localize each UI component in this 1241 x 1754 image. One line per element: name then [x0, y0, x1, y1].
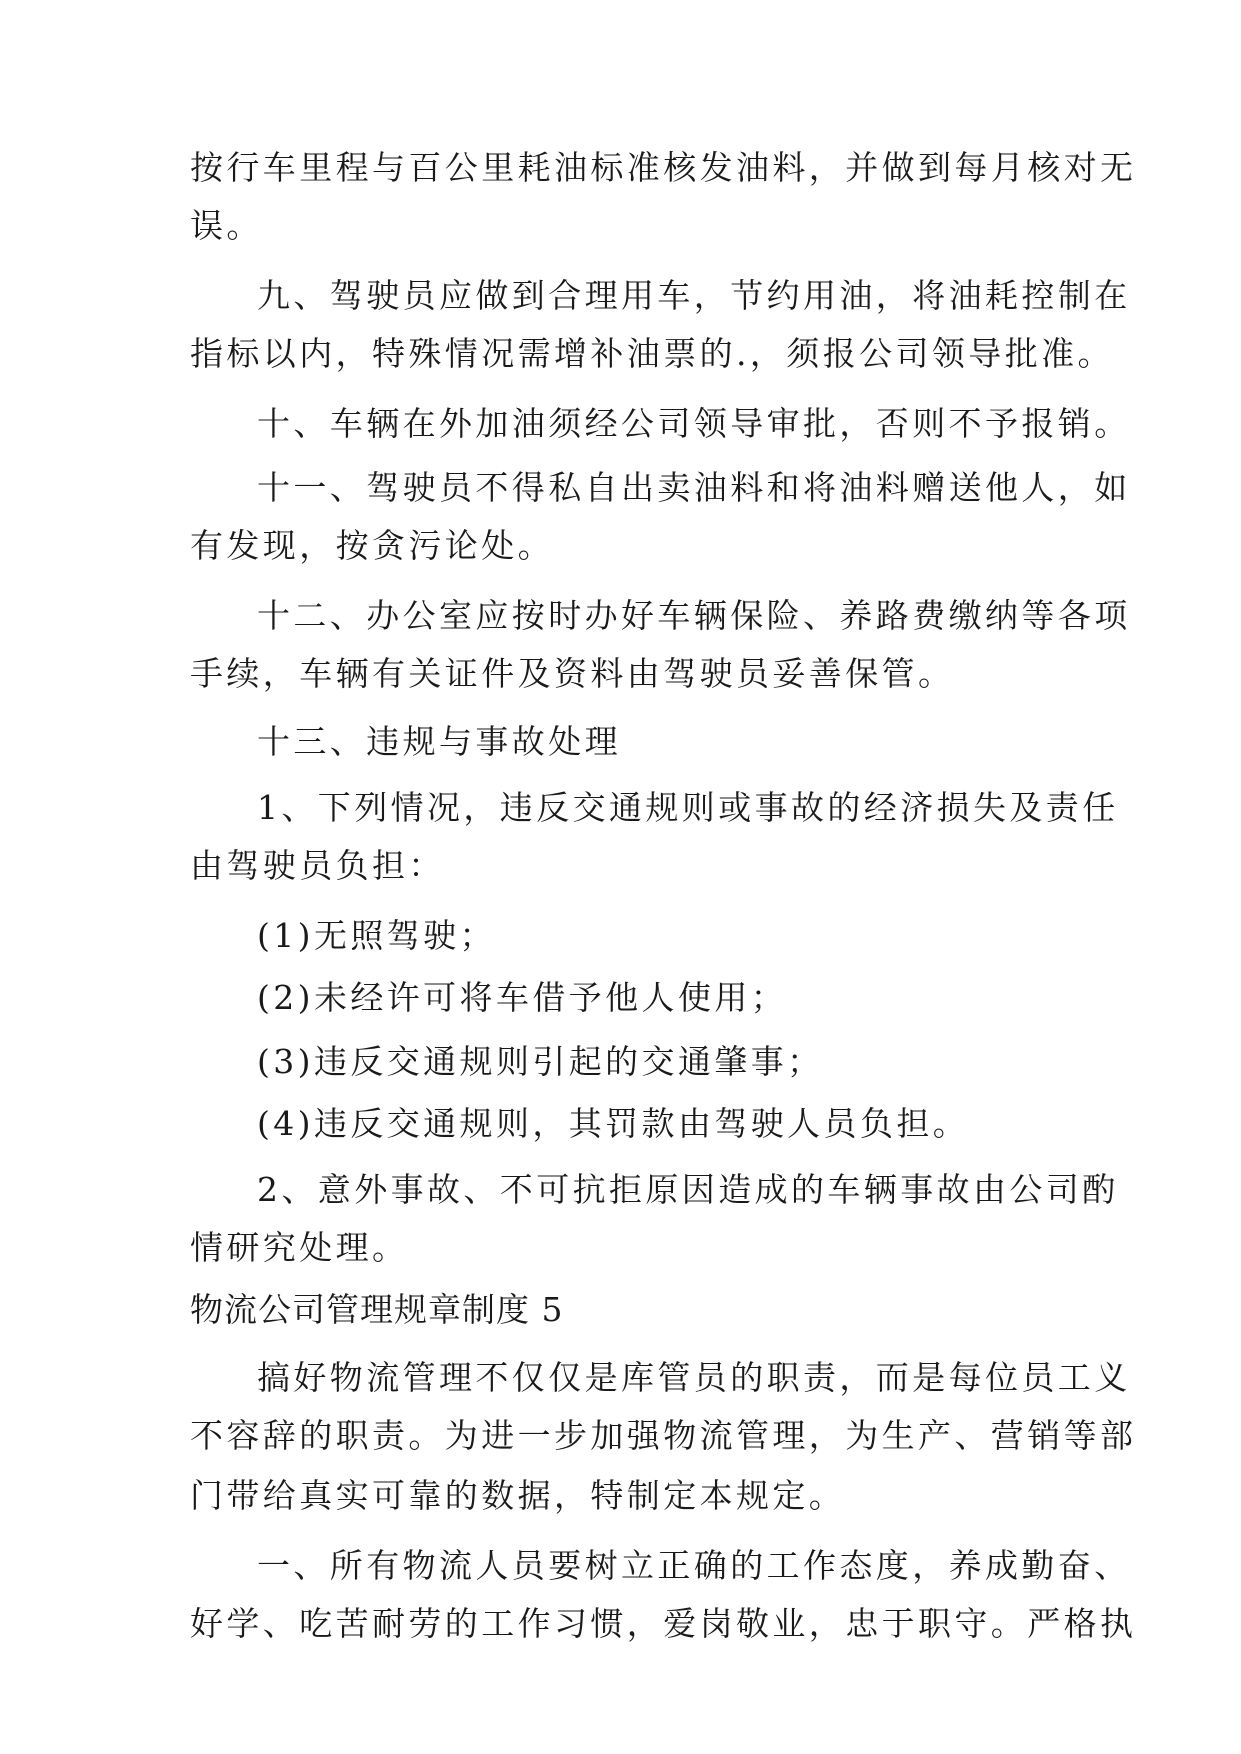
text-line: 好学、吃苦耐劳的工作习惯，爱岗敬业，忠于职守。严格执	[190, 1604, 1137, 1643]
text-line: 搞好物流管理不仅仅是库管员的职责，而是每位员工义	[257, 1358, 1131, 1397]
text-line: 按行车里程与百公里耗油标准核发油料，并做到每月核对无	[190, 148, 1137, 187]
text-line: 十三、违规与事故处理	[257, 722, 621, 761]
text-line: 情研究处理。	[190, 1228, 409, 1267]
list-item: (1)无照驾驶；	[257, 916, 496, 955]
text-line: 有发现，按贪污论处。	[190, 526, 554, 565]
text-line: 手续，车辆有关证件及资料由驾驶员妥善保管。	[190, 654, 955, 693]
text-line: 指标以内，特殊情况需增补油票的.，须报公司领导批准。	[190, 334, 1114, 373]
text-line: 十、车辆在外加油须经公司领导审批，否则不予报销。	[257, 404, 1131, 443]
text-line: 1、下列情况，违反交通规则或事故的经济损失及责任	[257, 788, 1119, 827]
text-line: 2、意外事故、不可抗拒原因造成的车辆事故由公司酌	[257, 1170, 1119, 1209]
text-line: 九、驾驶员应做到合理用车，节约用油，将油耗控制在	[257, 276, 1131, 315]
text-line: 不容辞的职责。为进一步加强物流管理，为生产、营销等部	[190, 1416, 1137, 1455]
text-line: 误。	[190, 206, 263, 245]
text-line: 由驾驶员负担：	[190, 846, 445, 885]
text-line: 门带给真实可靠的数据，特制定本规定。	[190, 1476, 846, 1515]
list-item: (2)未经许可将车借予他人使用；	[257, 978, 788, 1017]
list-item: (4)违反交通规则，其罚款由驾驶人员负担。	[257, 1104, 970, 1143]
text-line: 十一、驾驶员不得私自出卖油料和将油料赠送他人，如	[257, 468, 1131, 507]
text-line: 一、所有物流人员要树立正确的工作态度，养成勤奋、	[257, 1546, 1131, 1585]
section-heading: 物流公司管理规章制度 5	[190, 1290, 564, 1329]
list-item: (3)违反交通规则引起的交通肇事；	[257, 1042, 824, 1081]
text-line: 十二、办公室应按时办好车辆保险、养路费缴纳等各项	[257, 596, 1131, 635]
